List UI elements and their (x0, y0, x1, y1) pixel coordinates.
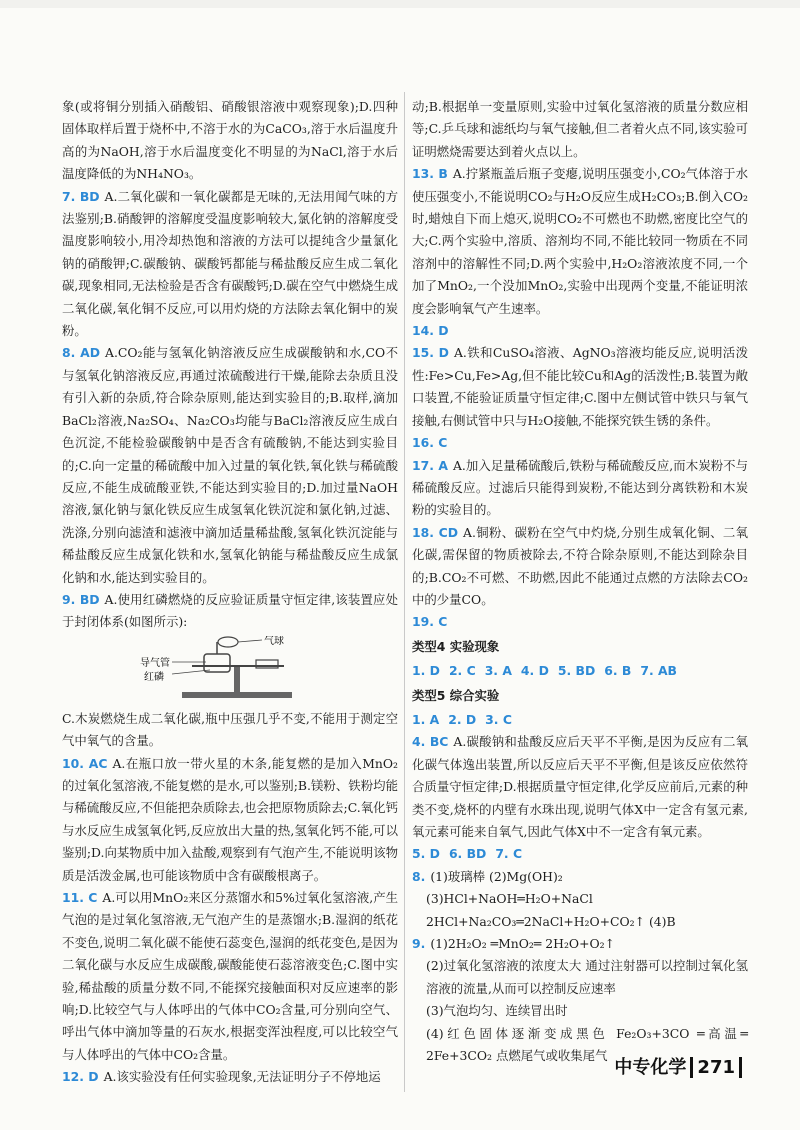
flask-body (204, 654, 230, 672)
answer-key-item: 7. C (495, 846, 523, 862)
answer-item (62, 186, 398, 343)
answer-key-item: 4. D (520, 663, 549, 679)
answer-key-item: 5. D (412, 846, 440, 862)
balance-figure (62, 636, 398, 706)
answer-key-line (412, 660, 748, 682)
answer-explanation: A.加入足量稀硫酸后,铁粉与稀硫酸反应,而木炭粉不与稀硫酸反应。过滤后只能得到炭粉,不能达到分离铁粉和木炭粉的实验目的。 (412, 457, 749, 518)
answer-explanation: A.CO₂能与氢氧化钠溶液反应生成碳酸钠和水,CO不与氢氧化钠溶液反应,再通过浓硫酸进行干燥,能除去杂质且没有引入新的杂质,符合除杂原则,能达到实验目的;B.取样,滴加BaCl₂溶液,Na₂SO₄、Na₂CO₃均能与BaCl₂溶液反应生成白色沉淀,不能检验碳酸钠中是否含有硫酸钠,不能达到实验目的;C.向一定量的稀硫酸中加入过量的氧化铁,氧化铁与稀硫酸反应,不能生成硫酸亚铁,不能达到实验目的;D.加过量NaOH溶液,氯化钠与氯化铁反应生成氢氧化铁沉淀和氯化钠,过滤、洗涤,分别向滤渣和滤液中滴加适量稀盐酸,氢氧化铁沉淀能与稀盐酸反应生成氯化铁和水,氢氧化钠能与稀盐酸反应生成氯化钠和水,能达到实验目的。 (62, 345, 398, 585)
balloon-label: 气球 (264, 635, 284, 647)
phosphorus-label: 红磷 (144, 671, 164, 683)
page-footer (614, 1053, 742, 1079)
answer-item (62, 753, 398, 887)
answer-item (62, 589, 398, 634)
answer-key-item: 3. C (485, 711, 512, 727)
question-number: 19. C (412, 614, 448, 630)
text-paragraph: 象(或将铜分别插入硝酸铝、硝酸银溶液中观察现象);D.四种固体取样后置于烧杯中,不溶于水的为CaCO₃,溶于水后温度升高的为NaOH,溶于水后温度变化不明显的为NaCl,溶于水后温度降低的为NH₄NO₃。 (62, 99, 398, 182)
answer-item (412, 320, 748, 342)
answer-key-item: 1. D (412, 663, 440, 679)
answer-key-line (412, 843, 748, 865)
question-number: 4. BC (412, 734, 449, 750)
balloon-shape (218, 637, 238, 647)
answer-item (412, 611, 748, 633)
answer-explanation: A.该实验没有任何实验现象,无法证明分子不停地运 (103, 1069, 381, 1085)
section-heading: 类型5 综合实验 (412, 687, 500, 703)
answer-key-item: 3. A (484, 663, 512, 679)
answer-item (412, 342, 748, 432)
answer-item (62, 887, 398, 1066)
answer-explanation: A.铁和CuSO₄溶液、AgNO₃溶液均能反应,说明活泼性:Fe>Cu,Fe>Ag,但不能比较Cu和Ag的活泼性;B.装置为敞口装置,不能验证质量守恒定律;C.图中左侧试管中铁只与氧气接触,右侧试管中只与H₂O接触,不能探究铁生锈的条件。 (412, 345, 748, 428)
text-paragraph: 动;B.根据单一变量原则,实验中过氧化氢溶液的质量分数应相等;C.乒乓球和滤纸均与氧气接触,但二者着火点不同,该实验可证明燃烧需要达到着火点以上。 (412, 99, 748, 159)
question-number: 10. AC (62, 755, 108, 771)
question-number: 11. C (62, 890, 98, 905)
answer-explanation: (1)玻璃棒 (2)Mg(OH)₂ (430, 868, 563, 884)
question-number: 8. AD (62, 345, 100, 361)
answer-explanation: A.碳酸钠和盐酸反应后天平不平衡,是因为反应有二氧化碳气体逸出装置,所以反应后天平不平衡,但是该反应依然符合质量守恒定律;D.根据质量守恒定律,化学反应前后,元素的种类不变,烧杯的内壁有水珠出现,说明气体X中一定含有氢元素,氧元素可能来自氧气,因此气体X中不一定含有氧元素。 (412, 734, 748, 839)
question-number: 9. BD (62, 591, 100, 607)
answer-item (412, 933, 748, 955)
question-number: 18. CD (412, 524, 459, 540)
balance-diagram (62, 636, 398, 706)
question-number: 9. (412, 936, 426, 952)
answer-subpart: (3)气泡均匀、连续冒出时 (426, 1003, 568, 1019)
answer-item (412, 522, 748, 612)
tube-label: 导气管 (140, 657, 170, 669)
answer-key-item: 2. D (448, 711, 477, 727)
answer-explanation: A.拧紧瓶盖后瓶子变瘪,说明压强变小,CO₂气体溶于水使压强变小,不能说明CO₂与H₂O反应生成H₂CO₃;B.倒入CO₂时,蜡烛自下而上熄灭,说明CO₂不可燃也不助燃,密度比空气的大;C.两个实验中,溶质、溶剂均不同,不能比较同一物质在不同溶剂中的溶解性不同;D.两个实验中,H₂O₂溶液浓度不同,一个加了MnO₂,一个没加MnO₂,实验中出现两个变量,不能证明浓度会影响氧气产生速率。 (412, 166, 748, 316)
question-number: 15. D (412, 345, 449, 361)
answer-key-item: 7. AB (640, 663, 678, 679)
answer-item (412, 731, 748, 843)
answer-key-item: 5. BD (557, 663, 596, 679)
answer-explanation: A.在瓶口放一带火星的木条,能复燃的是加入MnO₂的过氧化氢溶液,不能复燃的是水,可以鉴别;B.镁粉、铁粉均能与稀硫酸反应,不但能把杂质除去,也会把原物质除去;C.氧化钙与水反应生成氢氧化钙,反应放出大量的热,氢氧化钙不能,可以鉴别;D.向某物质中加入盐酸,观察到有气泡产生,不能说明该物质是活泼金属,也可能该物质中含有碳酸根离子。 (62, 755, 398, 883)
answer-item (62, 342, 398, 588)
answer-key-item: 6. B (604, 663, 632, 679)
footer-subject: 中专化学 (614, 1057, 687, 1078)
answer-explanation: A.使用红磷燃烧的反应验证质量守恒定律,该装置应处于封闭体系(如图所示): (62, 591, 398, 630)
answer-key-item: 6. BD (448, 846, 487, 862)
right-column (412, 96, 748, 1067)
question-number: 13. B (412, 166, 448, 182)
answer-item (62, 1066, 398, 1088)
question-number: 16. C (412, 435, 448, 451)
answer-item (412, 432, 748, 454)
page-top-strip (0, 0, 800, 8)
section-heading: 类型4 实验现象 (412, 638, 500, 654)
phosphorus-pointer (172, 670, 210, 674)
page-number: 271 (690, 1057, 742, 1078)
answer-subpart: (4)红色固体逐渐变成黑色 Fe₂O₃+3CO ═高温═ 2Fe+3CO₂ 点燃尾气或收集尾气 (426, 1025, 748, 1064)
answer-explanation: A.铜粉、碳粉在空气中灼烧,分别生成氧化铜、二氧化碳,需保留的物质被除去,不符合除杂原则,不能达到除杂目的;B.CO₂不可燃、不助燃,因此不能通过点燃的方法除去CO₂中的少量CO。 (412, 524, 748, 607)
balance-pillar (234, 666, 240, 694)
question-number: 17. A (412, 457, 448, 473)
text-paragraph: C.木炭燃烧生成二氧化碳,瓶中压强几乎不变,不能用于测定空气中氧气的含量。 (62, 710, 398, 749)
question-number: 12. D (62, 1069, 99, 1085)
answer-subpart: (3)HCl+NaOH═H₂O+NaCl 2HCl+Na₂CO₃═2NaCl+H₂O+CO₂↑ (4)B (426, 891, 676, 929)
answer-item (412, 163, 748, 320)
answer-key-line (412, 709, 748, 731)
answer-item (412, 866, 748, 888)
left-column (62, 96, 398, 1089)
question-number: 14. D (412, 323, 449, 339)
answer-key-item: 1. A (412, 711, 440, 727)
balloon-pointer (238, 640, 262, 642)
answer-explanation: (1)2H₂O₂ ═MnO₂═ 2H₂O+O₂↑ (430, 936, 615, 952)
question-number: 7. BD (62, 188, 100, 204)
answer-item (412, 455, 748, 522)
answer-subpart: (2)过氧化氢溶液的浓度太大 通过注射器可以控制过氧化氢溶液的流量,从而可以控制反应速率 (426, 958, 748, 996)
answer-explanation: A.可以用MnO₂来区分蒸馏水和5%过氧化氢溶液,产生气泡的是过氧化氢溶液,无气泡产生的是蒸馏水;B.湿润的纸花不变色,说明二氧化碳不能使石蕊变色,湿润的纸花变色,是因为二氧化碳与水反应生成碳酸,碳酸能使石蕊溶液变色;C.图中实验,稀盐酸的质量分数不同,不能探究接触面积对反应速率的影响;D.比较空气与人体呼出的气体中CO₂含量,可分别向空气、呼出气体中滴加等量的石灰水,根据变浑浊程度,可以比较空气与人体呼出的气体中CO₂含量。 (62, 890, 398, 1062)
question-number: 8. (412, 868, 426, 884)
answer-explanation: A.二氧化碳和一氧化碳都是无味的,无法用闻气味的方法鉴别;B.硝酸钾的溶解度受温度影响较大,氯化钠的溶解度受温度影响较小,用冷却热饱和溶液的方法可以提纯含少量氯化钠的硝酸钾;C.碳酸钠、碳酸钙都能与稀盐酸反应生成二氧化碳,现象相同,无法检验是否含有碳酸钙;D.碳在空气中燃烧生成二氧化碳,氧化铜不反应,可以用灼烧的方法除去氧化铜中的炭粉。 (62, 188, 398, 339)
column-divider (404, 92, 405, 1092)
answer-key-item: 2. C (448, 663, 476, 679)
